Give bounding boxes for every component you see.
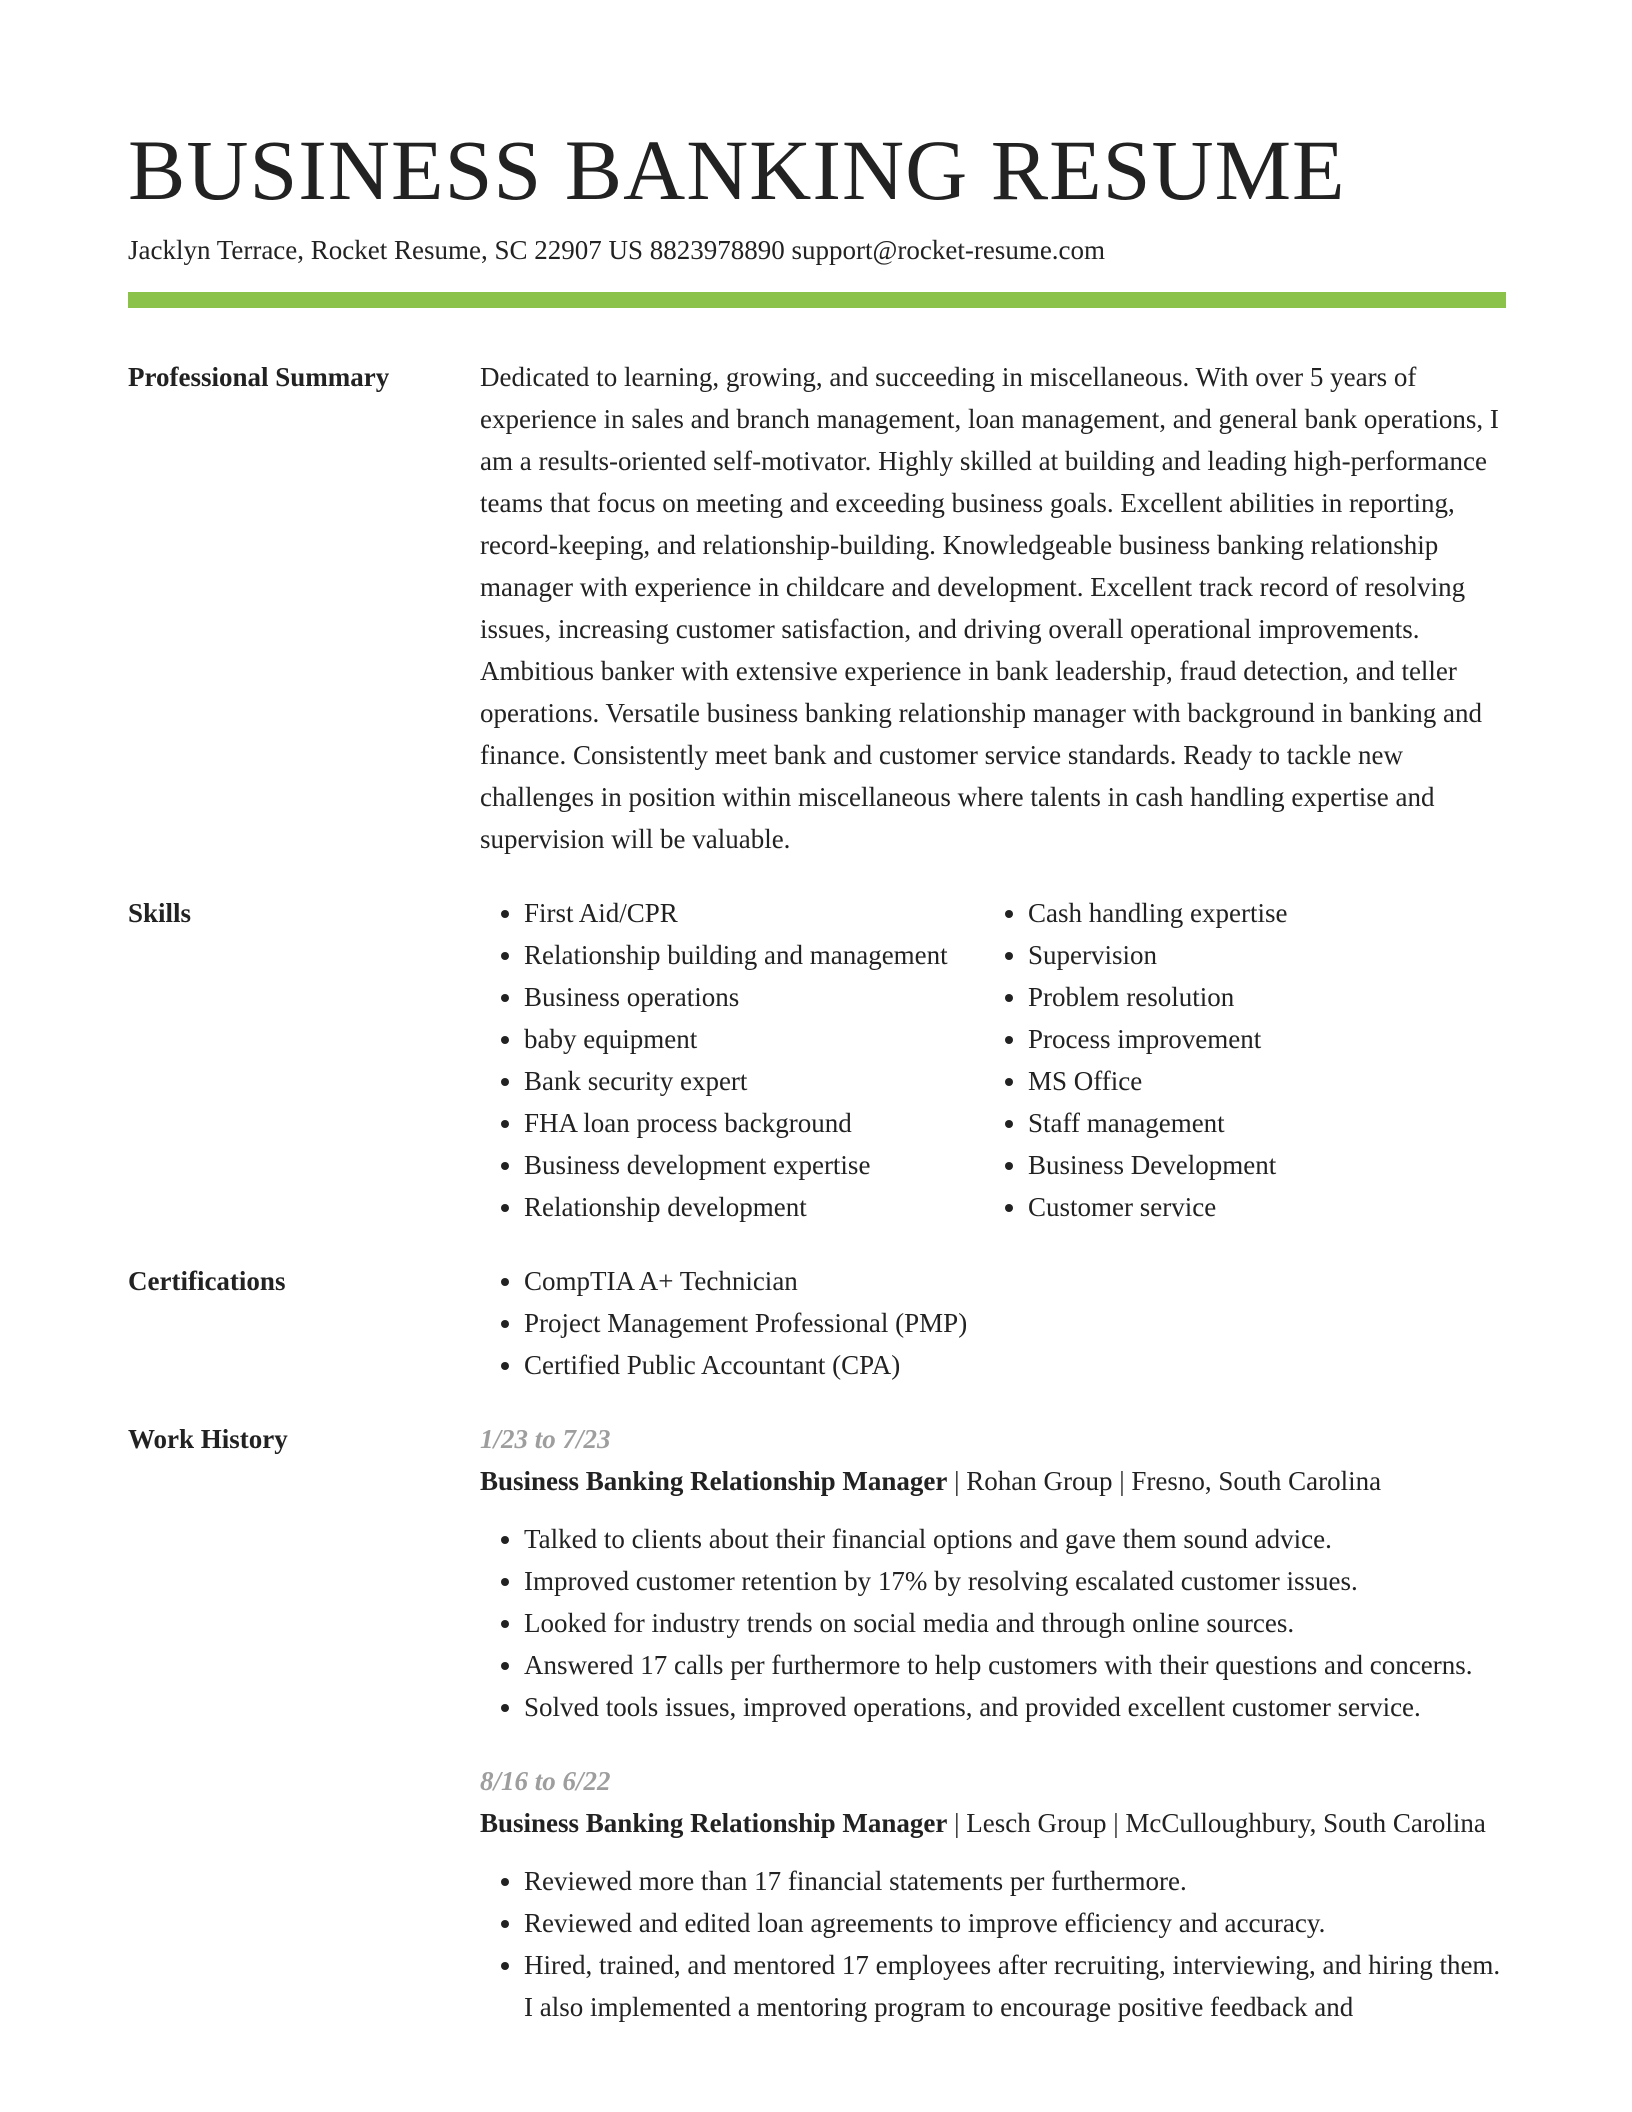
- section-label-skills: Skills: [128, 898, 192, 928]
- section-label-certifications: Certifications: [128, 1266, 286, 1296]
- work-history-section: [128, 1418, 1506, 2028]
- job-bullet: • Improved customer retention by 17% by resolving escalated customer issues.: [524, 1560, 1506, 1602]
- job-entry: [480, 1760, 1506, 2028]
- job-date: 8/16 to 6/22: [480, 1766, 611, 1796]
- certification-item: • Certified Public Accountant (CPA): [524, 1344, 1506, 1386]
- header-divider: [128, 292, 1506, 308]
- skill-item: • FHA loan process background: [524, 1102, 984, 1144]
- job-heading: [480, 1802, 1506, 1844]
- skill-item: • Cash handling expertise: [1028, 892, 1287, 934]
- summary-section: [128, 356, 1506, 860]
- skills-columns: [480, 892, 1506, 1228]
- job-bullet: • Answered 17 calls per furthermore to help customers with their questions and concerns.: [524, 1644, 1506, 1686]
- job-bullet: • Talked to clients about their financial options and gave them sound advice.: [524, 1518, 1506, 1560]
- skill-item: • First Aid/CPR: [524, 892, 984, 934]
- skill-item: • Bank security expert: [524, 1060, 984, 1102]
- resume-page: [128, 120, 1506, 2028]
- skill-item: • Problem resolution: [1028, 976, 1287, 1018]
- skill-item: • Customer service: [1028, 1186, 1287, 1228]
- skill-item: • Relationship development: [524, 1186, 984, 1228]
- certifications-list: [480, 1260, 1506, 1386]
- skills-list-left: [480, 892, 984, 1228]
- job-bullet: • Solved tools issues, improved operations, and provided excellent customer service.: [524, 1686, 1506, 1728]
- job-bullets: [480, 1518, 1506, 1728]
- job-bullet: • Reviewed more than 17 financial statements per furthermore.: [524, 1860, 1506, 1902]
- work-history-body: [480, 1418, 1506, 2028]
- certification-item: • CompTIA A+ Technician: [524, 1260, 1506, 1302]
- certifications-section: [128, 1260, 1506, 1386]
- summary-text: Dedicated to learning, growing, and succeeding in miscellaneous. With over 5 years of experience in sales and branch management, loan management, and general bank operations, I am a results-oriented self-motivator. Highly skilled at building and leading high-performance teams that focus on meeting and exceeding business goals. Excellent abilities in reporting, record-keeping, and relationship-building. Knowledgeable business banking relationship manager with experience in childcare and development. Excellent track record of resolving issues, increasing customer satisfaction, and driving overall operational improvements. Ambitious banker with extensive experience in bank leadership, fraud detection, and teller operations. Versatile business banking relationship manager with background in banking and finance. Consistently meet bank and customer service standards. Ready to tackle new challenges in position within miscellaneous where talents in cash handling expertise and supervision will be valuable.: [480, 362, 1499, 854]
- job-heading: [480, 1460, 1506, 1502]
- job-details: | Lesch Group | McCulloughbury, South Carolina: [947, 1808, 1486, 1838]
- skills-list-right: [984, 892, 1287, 1228]
- job-bullet: • Reviewed and edited loan agreements to improve efficiency and accuracy.: [524, 1902, 1506, 1944]
- section-label-summary: Professional Summary: [128, 362, 390, 392]
- skill-item: • Staff management: [1028, 1102, 1287, 1144]
- job-entry: [480, 1418, 1506, 1728]
- skill-item: • baby equipment: [524, 1018, 984, 1060]
- skill-item: • MS Office: [1028, 1060, 1287, 1102]
- resume-title: BUSINESS BANKING RESUME: [128, 122, 1346, 218]
- skill-item: • Business Development: [1028, 1144, 1287, 1186]
- skill-item: • Process improvement: [1028, 1018, 1287, 1060]
- skill-item: • Relationship building and management: [524, 934, 984, 976]
- job-title: Business Banking Relationship Manager: [480, 1466, 948, 1496]
- section-label-work-history: Work History: [128, 1424, 288, 1454]
- job-details: | Rohan Group | Fresno, South Carolina: [947, 1466, 1382, 1496]
- job-title: Business Banking Relationship Manager: [480, 1808, 948, 1838]
- skill-item: • Business development expertise: [524, 1144, 984, 1186]
- job-bullets: [480, 1860, 1506, 2028]
- job-bullet: • Looked for industry trends on social media and through online sources.: [524, 1602, 1506, 1644]
- skill-item: • Supervision: [1028, 934, 1287, 976]
- certifications-body: [480, 1260, 1506, 1386]
- job-date: 1/23 to 7/23: [480, 1424, 611, 1454]
- certification-item: • Project Management Professional (PMP): [524, 1302, 1506, 1344]
- skills-section: [128, 892, 1506, 1228]
- job-bullet: • Hired, trained, and mentored 17 employees after recruiting, interviewing, and hiring them. I also implemented a mentoring program to encourage positive feedback and: [524, 1944, 1506, 2028]
- contact-line: Jacklyn Terrace, Rocket Resume, SC 22907 US 8823978890 support@rocket-resume.com: [128, 235, 1106, 265]
- skill-item: • Business operations: [524, 976, 984, 1018]
